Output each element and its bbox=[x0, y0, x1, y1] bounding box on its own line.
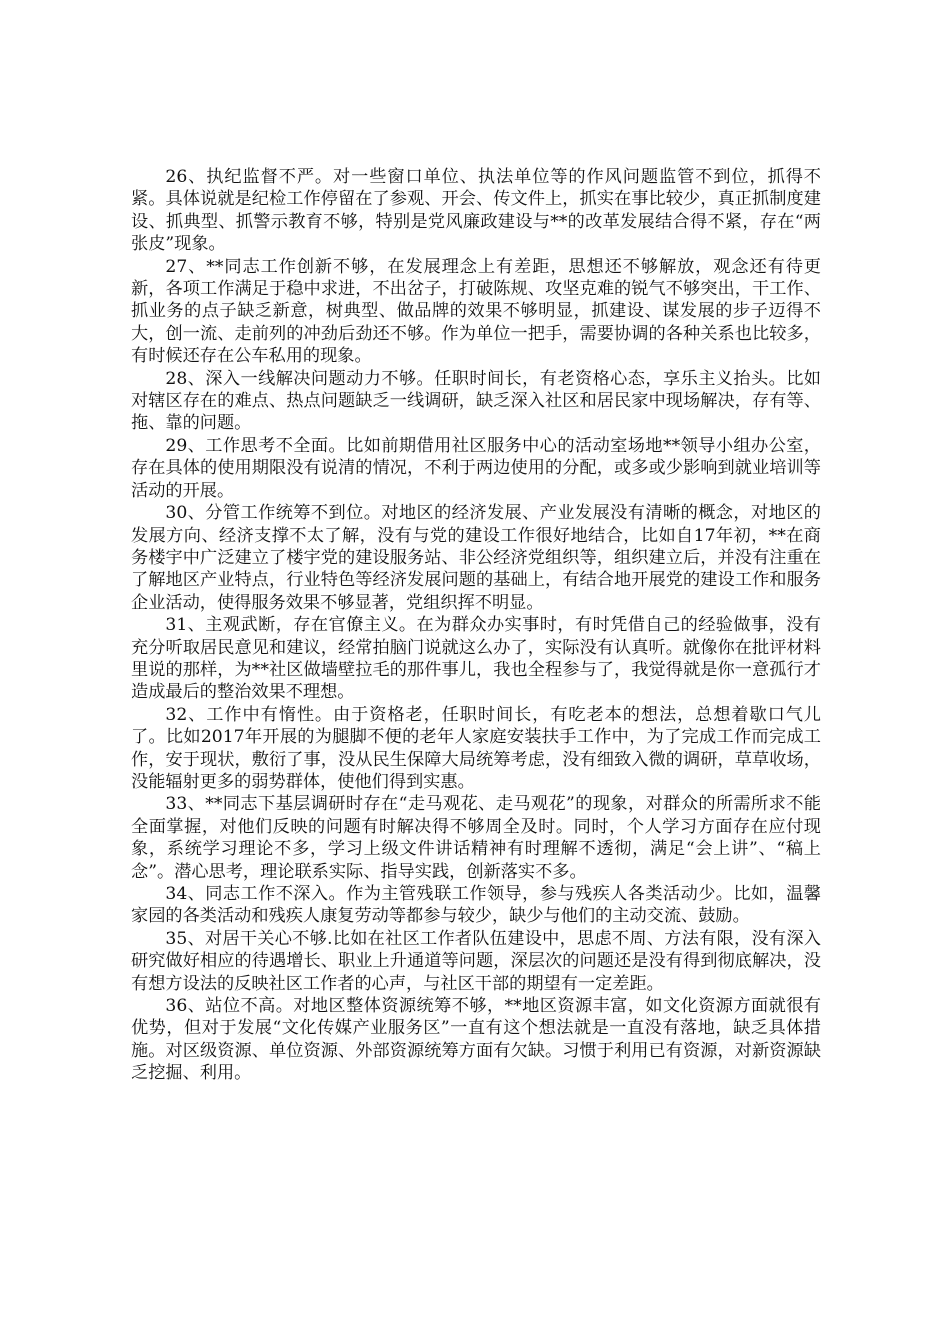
paragraph-30: 30、分管工作统筹不到位。对地区的经济发展、产业发展没有清晰的概念，对地区的发展方向、经济支撑不太了解，没有与党的建设工作很好地结合，比如自17年初，**在商务楼宇中广泛建立了楼宇党的建设服务站、非公经济党组织等，组织建立后，并没有注重在了解地区产业特点，行业特色等经济发展问题的基础上，有结合地开展党的建设工作和服务企业活动，使得服务效果不够显著，党组织挥不明显。 bbox=[131, 503, 821, 613]
paragraph-35: 35、对居干关心不够.比如在社区工作者队伍建设中，思虑不周、方法有限，没有深入研究做好相应的待遇增长、职业上升通道等问题，深层次的问题还是没有得到彻底解决，没有想方设法的反映社区工作者的心声，与社区干部的期望有一定差距。 bbox=[131, 928, 821, 994]
paragraph-33: 33、**同志下基层调研时存在“走马观花、走马观花”的现象，对群众的所需所求不能全面掌握，对他们反映的问题有时解决得不够周全及时。同时，个人学习方面存在应付现象，系统学习理论不多，学习上级文件讲话精神有时理解不透彻，满足“会上讲”、“稿上念”。潜心思考，理论联系实际、指导实践，创新落实不多。 bbox=[131, 794, 821, 882]
paragraph-26: 26、执纪监督不严。对一些窗口单位、执法单位等的作风问题监管不到位，抓得不紧。具体说就是纪检工作停留在了参观、开会、传文件上，抓实在事比较少，真正抓制度建设、抓典型、抓警示教育不够，特别是党风廉政建设与**的改革发展结合得不紧，存在“两张皮”现象。 bbox=[131, 167, 821, 255]
paragraph-27: 27、**同志工作创新不够，在发展理念上有差距，思想还不够解放，观念还有待更新，各项工作满足于稳中求进，不出岔子，打破陈规、攻坚克难的锐气不够突出，干工作、抓业务的点子缺乏新意，树典型、做品牌的效果不够明显，抓建设、谋发展的步子迈得不大，创一流、走前列的冲劲后劲还不够。作为单位一把手，需要协调的各种关系也比较多，有时候还存在公车私用的现象。 bbox=[131, 256, 821, 367]
document-body bbox=[131, 166, 821, 1085]
paragraph-34: 34、同志工作不深入。作为主管残联工作领导，参与残疾人各类活动少。比如，温馨家园的各类活动和残疾人康复劳动等都参与较少，缺少与他们的主动交流、鼓励。 bbox=[131, 884, 821, 927]
paragraph-29: 29、工作思考不全面。比如前期借用社区服务中心的活动室场地**领导小组办公室，存在具体的使用期限没有说清的情况，不利于两边使用的分配，或多或少影响到就业培训等活动的开展。 bbox=[131, 435, 821, 501]
paragraph-32: 32、工作中有惰性。由于资格老，任职时间长，有吃老本的想法，总想着歇口气儿了。比如2017年开展的为腿脚不便的老年人家庭安装扶手工作中，为了完成工作而完成工作，安于现状，敷衍了事，没从民生保障大局统筹考虑，没有细致入微的调研，草草收场，没能辐射更多的弱势群体，使他们得到实惠。 bbox=[131, 704, 821, 792]
paragraph-31: 31、主观武断，存在官僚主义。在为群众办实事时，有时凭借自己的经验做事，没有充分听取居民意见和建议，经常拍脑门说就这么办了，实际没有认真听。就像你在批评材料里说的那样，为**社区做墙壁拉毛的那件事儿，我也全程参与了，我觉得就是你一意孤行才造成最后的整治效果不理想。 bbox=[131, 615, 821, 703]
paragraph-36: 36、站位不高。对地区整体资源统筹不够，**地区资源丰富，如文化资源方面就很有优势，但对于发展“文化传媒产业服务区”一直有这个想法就是一直没有落地，缺乏具体措施。对区级资源、单位资源、外部资源统筹方面有欠缺。习惯于利用已有资源，对新资源缺乏挖掘、利用。 bbox=[131, 996, 821, 1084]
paragraph-28: 28、深入一线解决问题动力不够。任职时间长，有老资格心态，享乐主义抬头。比如对辖区存在的难点、热点问题缺乏一线调研，缺乏深入社区和居民家中现场解决，存有等、拖、靠的问题。 bbox=[131, 368, 821, 434]
